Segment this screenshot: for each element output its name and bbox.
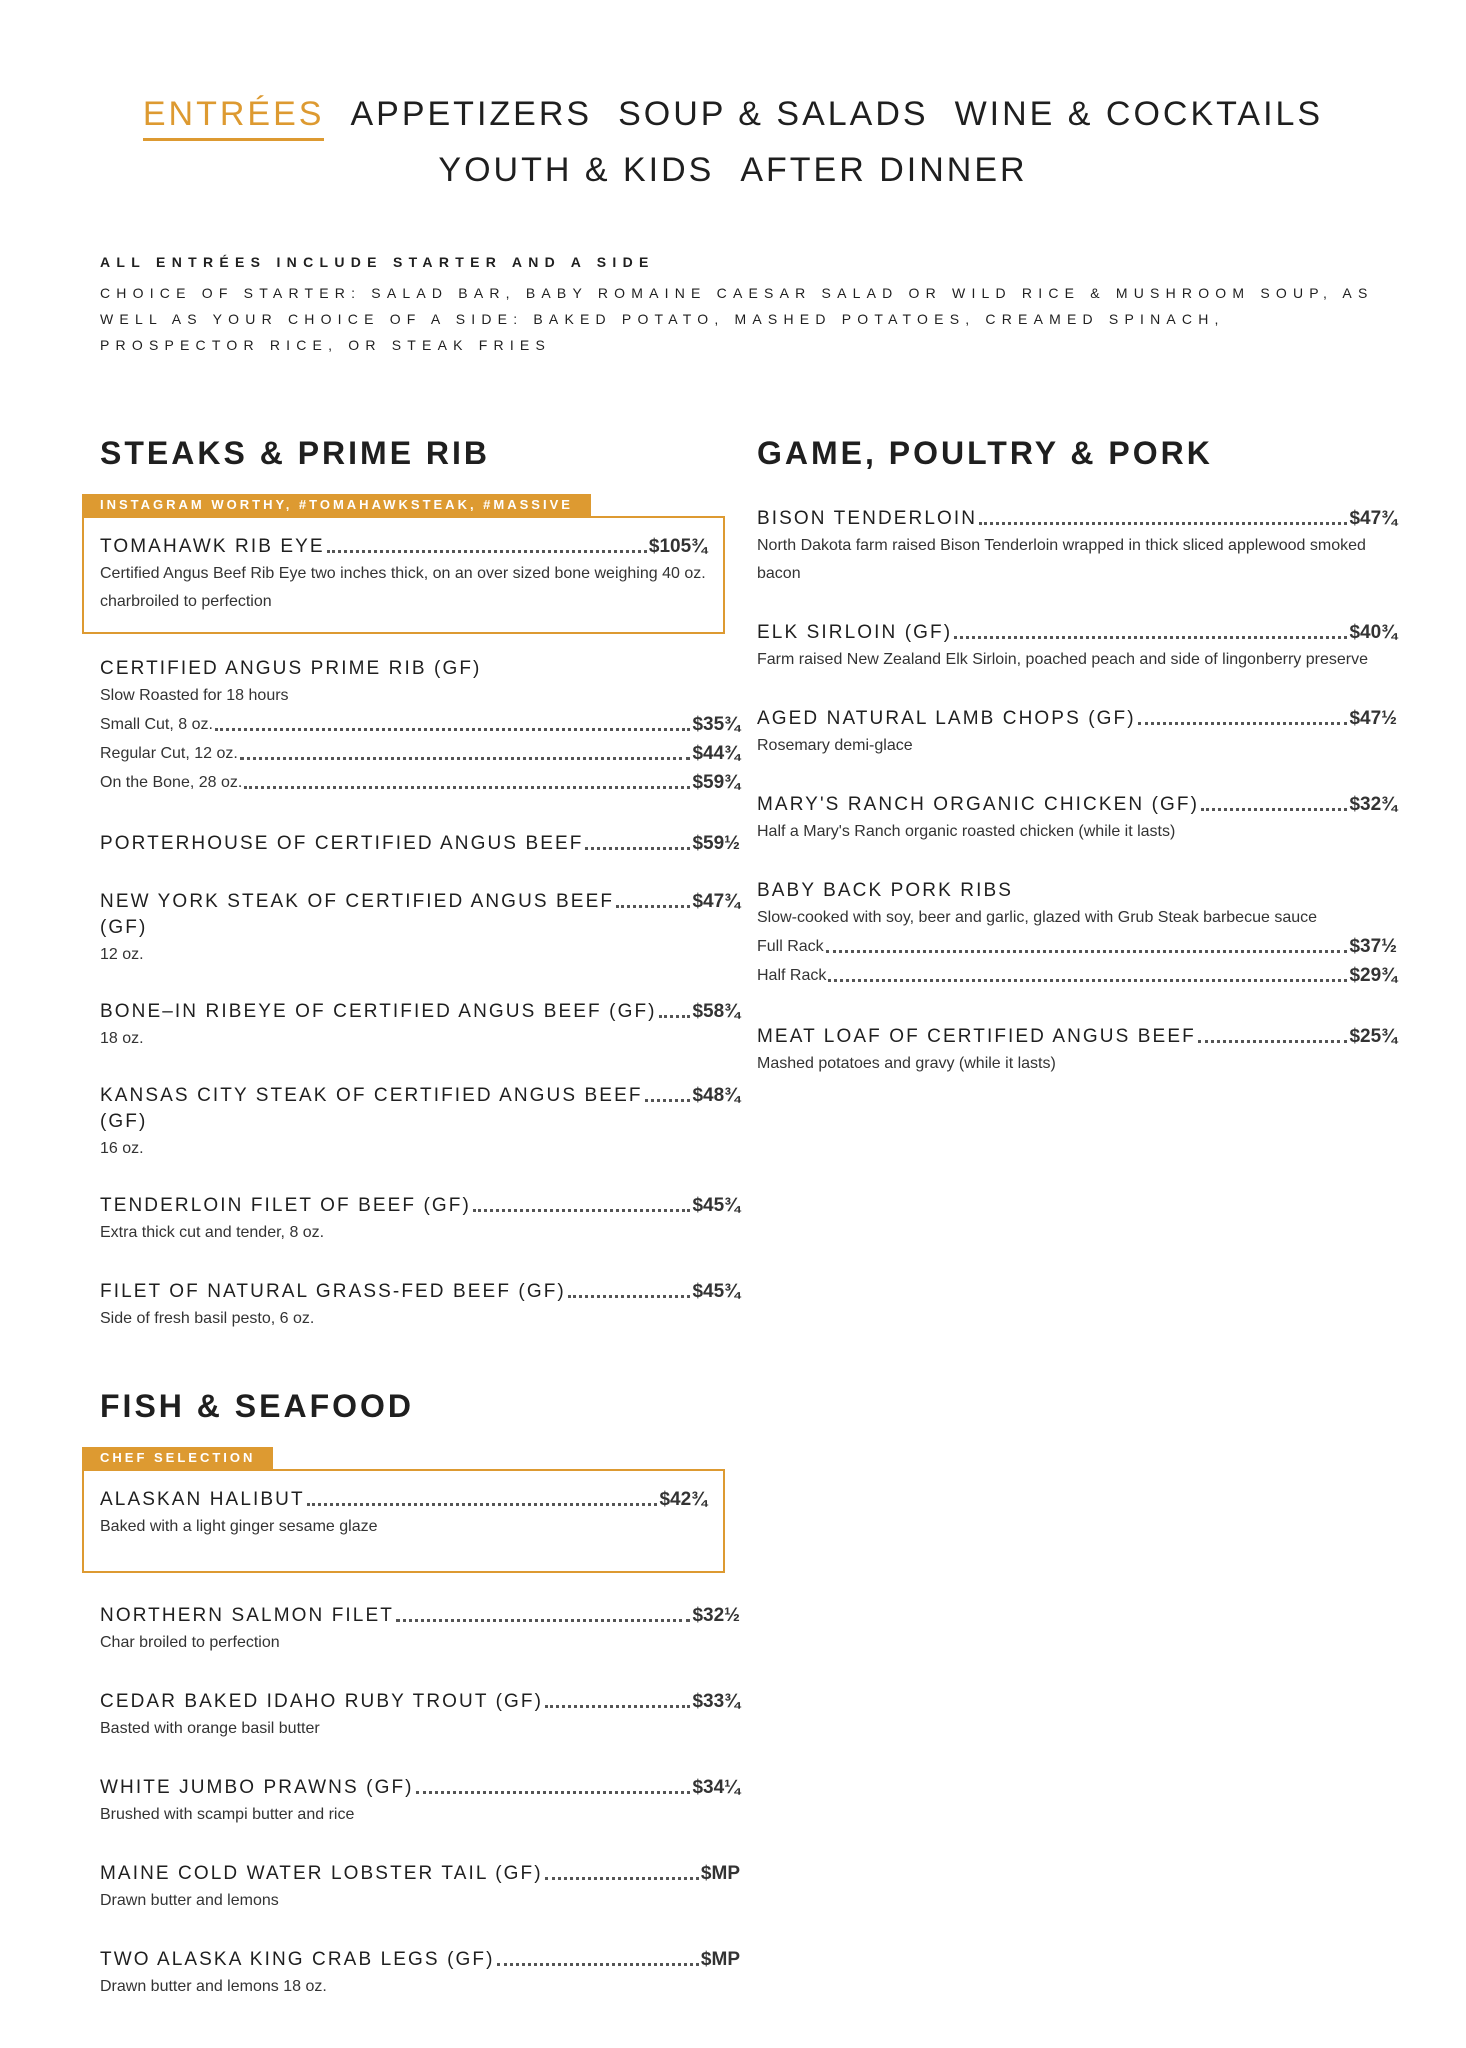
item-desc: Farm raised New Zealand Elk Sirloin, poached peach and side of lingonberry preserve [757, 651, 1368, 668]
dot-leader [307, 1503, 658, 1506]
item-desc: Slow-cooked with soy, beer and garlic, glazed with Grub Steak barbecue sauce [757, 909, 1318, 926]
option-price: $37½ [1349, 936, 1397, 957]
dot-leader [659, 1015, 691, 1018]
item-price: $48¾ [692, 1085, 740, 1106]
nav-tab-wine-cocktails[interactable]: WINE & COCKTAILS [954, 95, 1324, 133]
item-name: NEW YORK STEAK OF CERTIFIED ANGUS BEEF [100, 891, 615, 912]
menu-item [100, 1689, 740, 1743]
section-title-seafood: FISH & SEAFOOD [100, 1388, 415, 1424]
section-title-steaks: STEAKS & PRIME RIB [100, 435, 491, 471]
item-desc: Certified Angus Beef Rib Eye two inches thick, on an over sized bone weighing 40 oz. charbroiled to perfection [100, 565, 706, 610]
item-price: $34¼ [692, 1777, 740, 1798]
item-price: $32½ [692, 1605, 740, 1626]
option-label: Full Rack [757, 938, 824, 955]
menu-item [100, 1861, 740, 1915]
item-price: $47¾ [692, 891, 740, 912]
menu-item [100, 656, 740, 797]
dot-leader [416, 1791, 691, 1794]
item-desc: Drawn butter and lemons 18 oz. [100, 1978, 327, 1995]
option-label: On the Bone, 28 oz. [100, 774, 243, 791]
featured-box [82, 516, 725, 634]
option-price: $59¾ [692, 772, 740, 793]
item-name: ALASKAN HALIBUT [100, 1489, 305, 1510]
menu-item [757, 878, 1397, 990]
section-title-game: GAME, POULTRY & PORK [757, 435, 1213, 471]
item-name: WHITE JUMBO PRAWNS (GF) [100, 1777, 414, 1798]
item-name: TENDERLOIN FILET OF BEEF (GF) [100, 1195, 471, 1216]
item-name: PORTERHOUSE OF CERTIFIED ANGUS BEEF [100, 833, 584, 854]
dot-leader [828, 979, 1347, 982]
item-name: TWO ALASKA KING CRAB LEGS (GF) [100, 1949, 495, 1970]
menu-item [100, 1279, 740, 1333]
item-desc: 18 oz. [100, 1030, 144, 1047]
item-desc: Brushed with scampi butter and rice [100, 1806, 355, 1823]
item-desc: Extra thick cut and tender, 8 oz. [100, 1224, 325, 1241]
menu-item [757, 792, 1397, 846]
dot-leader [585, 847, 690, 850]
item-price: $105¾ [648, 536, 707, 557]
menu-item [100, 1193, 740, 1247]
option-price: $29¾ [1349, 965, 1397, 986]
item-name-cont: (GF) [100, 1111, 148, 1132]
item-name: FILET OF NATURAL GRASS-FED BEEF (GF) [100, 1281, 566, 1302]
item-desc: Slow Roasted for 18 hours [100, 687, 289, 704]
menu-item [100, 1487, 707, 1541]
item-price: $40¾ [1349, 622, 1397, 643]
dot-leader [979, 522, 1347, 525]
item-price: $25¾ [1349, 1026, 1397, 1047]
option-price: $44¾ [692, 743, 740, 764]
dot-leader [215, 728, 691, 731]
nav-tab-appetizers[interactable]: APPETIZERS [350, 95, 593, 133]
item-name: ELK SIRLOIN (GF) [757, 622, 953, 643]
intro-text: CHOICE OF STARTER: SALAD BAR, BABY ROMAINE CAESAR SALAD OR WILD RICE & MUSHROOM SOUP, AS WELL AS YOUR CHOICE OF A SIDE: BAKED POTATO, MASHED POTATOES, CREAMED SPINACH, PROSPECTOR RICE, OR STEAK FRIES [100, 285, 1374, 353]
entrees-intro [100, 254, 1380, 358]
featured-box [82, 1469, 725, 1573]
item-option [100, 710, 740, 739]
item-option [100, 739, 740, 768]
menu-item [757, 706, 1397, 760]
item-name: MEAT LOAF OF CERTIFIED ANGUS BEEF [757, 1026, 1196, 1047]
option-price: $35¾ [692, 714, 740, 735]
item-name: BISON TENDERLOIN [757, 508, 978, 529]
left-column [100, 430, 740, 2001]
item-price: $42¾ [659, 1489, 707, 1510]
menu-item [757, 506, 1397, 588]
dot-leader [645, 1099, 691, 1102]
menu-item [100, 1083, 740, 1163]
dot-leader [497, 1963, 699, 1966]
nav-tab-soup-salads[interactable]: SOUP & SALADS [618, 95, 929, 133]
dot-leader [1201, 808, 1347, 811]
item-price: $45¾ [692, 1281, 740, 1302]
item-desc: Side of fresh basil pesto, 6 oz. [100, 1310, 315, 1327]
item-desc: Half a Mary's Ranch organic roasted chicken (while it lasts) [757, 823, 1176, 840]
item-name: CEDAR BAKED IDAHO RUBY TROUT (GF) [100, 1691, 544, 1712]
nav-row-1 [0, 90, 1466, 146]
item-desc: 12 oz. [100, 946, 144, 963]
menu-item [100, 1603, 740, 1657]
menu-item [100, 889, 740, 969]
item-price: $47¾ [1349, 508, 1397, 529]
right-column [757, 430, 1397, 1078]
item-price: $33¾ [692, 1691, 740, 1712]
nav-tab-after-dinner[interactable]: AFTER DINNER [740, 151, 1028, 189]
dot-leader [545, 1705, 690, 1708]
menu-item [100, 1775, 740, 1829]
dot-leader [396, 1619, 691, 1622]
item-price: $45¾ [692, 1195, 740, 1216]
item-price: $59½ [692, 833, 740, 854]
dot-leader [545, 1877, 699, 1880]
item-name: TOMAHAWK RIB EYE [100, 536, 325, 557]
dot-leader [954, 636, 1347, 639]
option-label: Half Rack [757, 967, 827, 984]
dot-leader [616, 905, 690, 908]
featured-seafood [82, 1447, 725, 1573]
item-name: BABY BACK PORK RIBS [757, 880, 1014, 901]
item-desc: Drawn butter and lemons [100, 1892, 279, 1909]
dot-leader [327, 550, 647, 553]
item-price: $32¾ [1349, 794, 1397, 815]
menu-item [100, 999, 740, 1053]
menu-category-nav [0, 90, 1466, 202]
item-name: NORTHERN SALMON FILET [100, 1605, 394, 1626]
item-name: MARY'S RANCH ORGANIC CHICKEN (GF) [757, 794, 1200, 815]
dot-leader [826, 950, 1348, 953]
item-price: $MP [700, 1949, 740, 1970]
item-price: $47½ [1349, 708, 1397, 729]
dot-leader [568, 1295, 691, 1298]
item-desc: Mashed potatoes and gravy (while it lasts) [757, 1055, 1056, 1072]
item-desc: Char broiled to perfection [100, 1634, 280, 1651]
menu-item [100, 1947, 740, 2001]
dot-leader [244, 786, 690, 789]
nav-tab-entrees[interactable]: ENTRÉES [143, 95, 325, 141]
item-option [757, 961, 1397, 990]
item-name: AGED NATURAL LAMB CHOPS (GF) [757, 708, 1136, 729]
item-option [757, 932, 1397, 961]
item-price: $58¾ [692, 1001, 740, 1022]
item-desc: Rosemary demi-glace [757, 737, 913, 754]
menu-item [100, 831, 740, 857]
item-name: BONE–IN RIBEYE OF CERTIFIED ANGUS BEEF (GF) [100, 1001, 657, 1022]
dot-leader [1198, 1040, 1348, 1043]
intro-title: ALL ENTRÉES INCLUDE STARTER AND A SIDE [100, 254, 655, 270]
item-desc: North Dakota farm raised Bison Tenderloin wrapped in thick sliced applewood smoked bacon [757, 537, 1366, 582]
item-desc: 16 oz. [100, 1140, 144, 1157]
item-desc: Baked with a light ginger sesame glaze [100, 1518, 378, 1535]
menu-item [100, 534, 707, 616]
featured-steak [82, 494, 725, 634]
item-name: KANSAS CITY STEAK OF CERTIFIED ANGUS BEEF [100, 1085, 643, 1106]
dot-leader [240, 757, 691, 760]
item-name-cont: (GF) [100, 917, 148, 938]
item-option [100, 768, 740, 797]
nav-row-2 [0, 146, 1466, 202]
menu-item [757, 1024, 1397, 1078]
dot-leader [473, 1209, 691, 1212]
item-name: CERTIFIED ANGUS PRIME RIB (GF) [100, 658, 482, 679]
item-name: MAINE COLD WATER LOBSTER TAIL (GF) [100, 1863, 543, 1884]
menu-item [757, 620, 1397, 674]
option-label: Small Cut, 8 oz. [100, 716, 213, 733]
item-price: $MP [700, 1863, 740, 1884]
option-label: Regular Cut, 12 oz. [100, 745, 238, 762]
item-desc: Basted with orange basil butter [100, 1720, 320, 1737]
featured-tag: CHEF SELECTION [82, 1447, 273, 1469]
dot-leader [1138, 722, 1348, 725]
featured-tag: INSTAGRAM WORTHY, #TOMAHAWKSTEAK, #MASSIVE [82, 494, 591, 516]
nav-tab-youth-kids[interactable]: YOUTH & KIDS [438, 151, 715, 189]
